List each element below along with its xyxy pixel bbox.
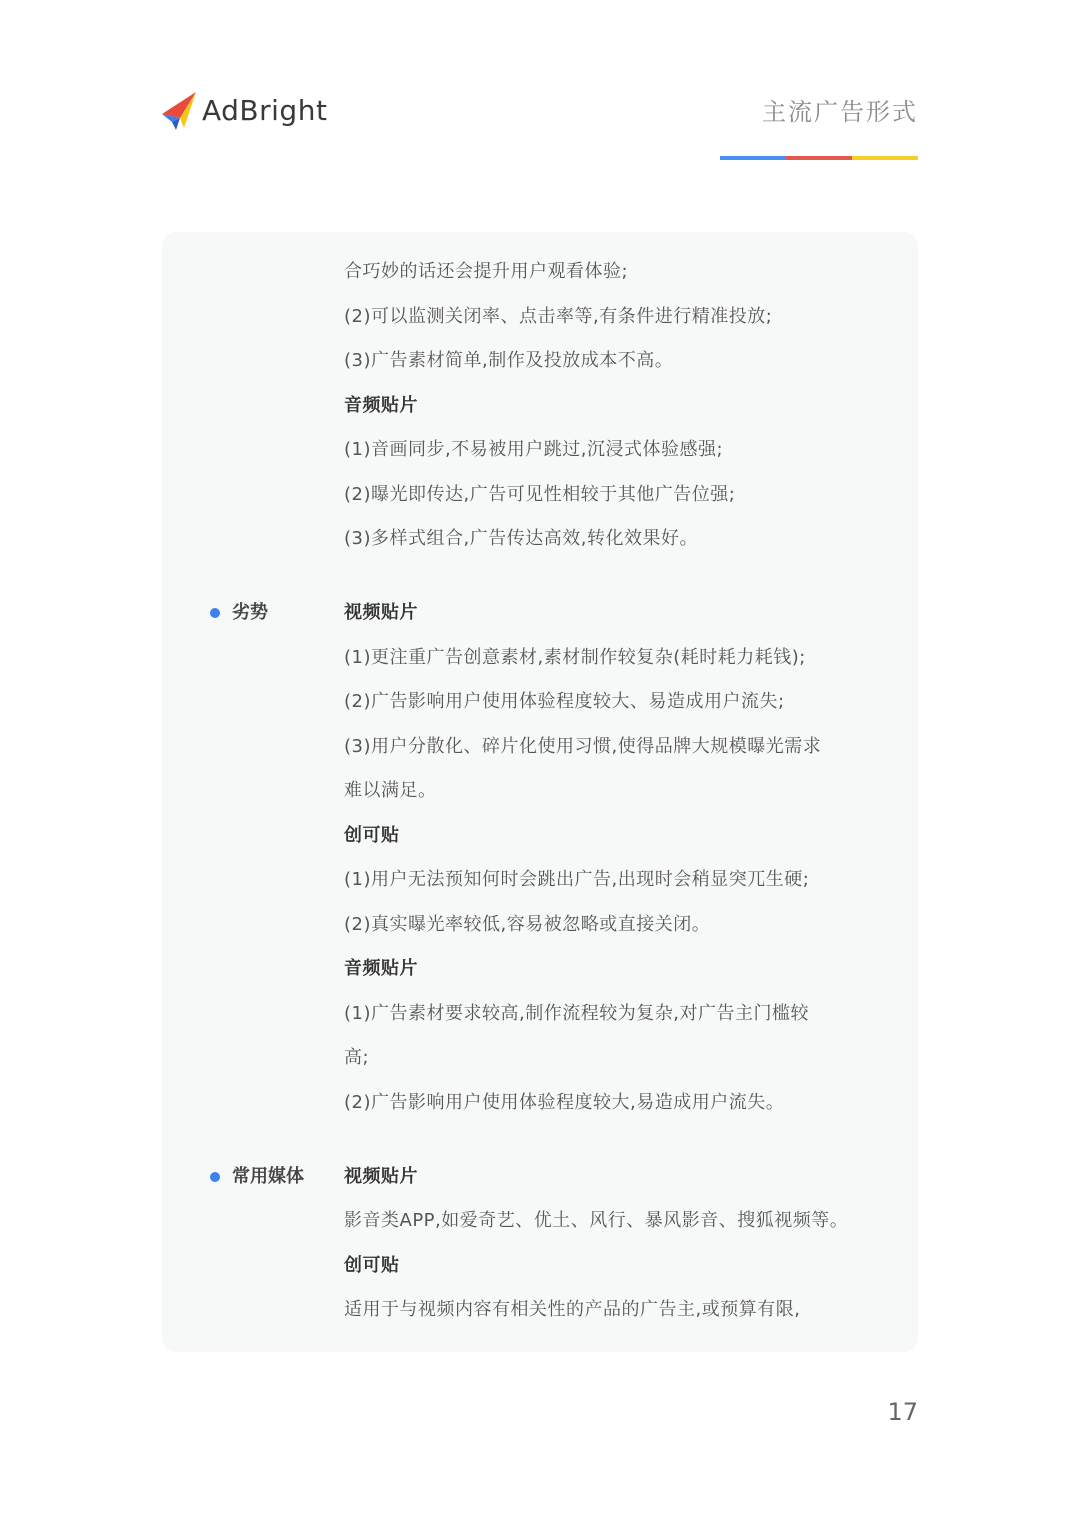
text-line: (1)音画同步,不易被用户跳过,沉浸式体验感强; bbox=[344, 439, 724, 460]
text-line: (2)可以监测关闭率、点击率等,有条件进行精准投放; bbox=[344, 306, 773, 327]
text-line: (3)广告素材简单,制作及投放成本不高。 bbox=[344, 350, 674, 371]
text-line: 影音类APP,如爱奇艺、优土、风行、暴风影音、搜狐视频等。 bbox=[344, 1210, 849, 1231]
bullet-icon bbox=[210, 608, 220, 618]
header-color-bar bbox=[720, 156, 918, 160]
text-line: 合巧妙的话还会提升用户观看体验; bbox=[344, 261, 629, 282]
text-line: (2)曝光即传达,广告可见性相较于其他广告位强; bbox=[344, 484, 736, 505]
section-label-disadvantage bbox=[210, 601, 268, 625]
text-line: (2)广告影响用户使用体验程度较大,易造成用户流失。 bbox=[344, 1092, 785, 1113]
brand-name: AdBright bbox=[202, 93, 328, 127]
subheading-video-patch: 视频贴片 bbox=[344, 1166, 418, 1187]
section-label-text: 劣势 bbox=[232, 602, 268, 623]
header-bar-yellow bbox=[852, 156, 918, 160]
section-label-media bbox=[210, 1165, 304, 1189]
brand-logo bbox=[160, 88, 327, 132]
text-line: 难以满足。 bbox=[344, 780, 437, 801]
text-line: (2)广告影响用户使用体验程度较大、易造成用户流失; bbox=[344, 691, 785, 712]
header-bar-blue bbox=[720, 156, 786, 160]
text-line: (1)更注重广告创意素材,素材制作较复杂(耗时耗力耗钱); bbox=[344, 647, 806, 668]
subheading-audio-patch: 音频贴片 bbox=[344, 395, 418, 416]
subheading-creative-patch: 创可贴 bbox=[344, 1255, 400, 1276]
page-number: 17 bbox=[887, 1398, 918, 1426]
text-line: 高; bbox=[344, 1047, 370, 1068]
bullet-icon bbox=[210, 1172, 220, 1182]
text-line: 适用于与视频内容有相关性的产品的广告主,或预算有限, bbox=[344, 1299, 801, 1320]
text-line: (3)用户分散化、碎片化使用习惯,使得品牌大规模曝光需求 bbox=[344, 736, 822, 757]
text-line: (3)多样式组合,广告传达高效,转化效果好。 bbox=[344, 528, 698, 549]
text-line: (1)广告素材要求较高,制作流程较为复杂,对广告主门槛较 bbox=[344, 1003, 809, 1024]
subheading-video-patch: 视频贴片 bbox=[344, 602, 418, 623]
paper-plane-logo-icon bbox=[160, 88, 198, 132]
section-title: 主流广告形式 bbox=[762, 98, 918, 126]
section-label-text: 常用媒体 bbox=[232, 1166, 304, 1187]
text-line: (2)真实曝光率较低,容易被忽略或直接关闭。 bbox=[344, 914, 711, 935]
text-line: (1)用户无法预知何时会跳出广告,出现时会稍显突兀生硬; bbox=[344, 869, 810, 890]
subheading-audio-patch: 音频贴片 bbox=[344, 958, 418, 979]
header-bar-red bbox=[786, 156, 852, 160]
subheading-creative-patch: 创可贴 bbox=[344, 825, 400, 846]
